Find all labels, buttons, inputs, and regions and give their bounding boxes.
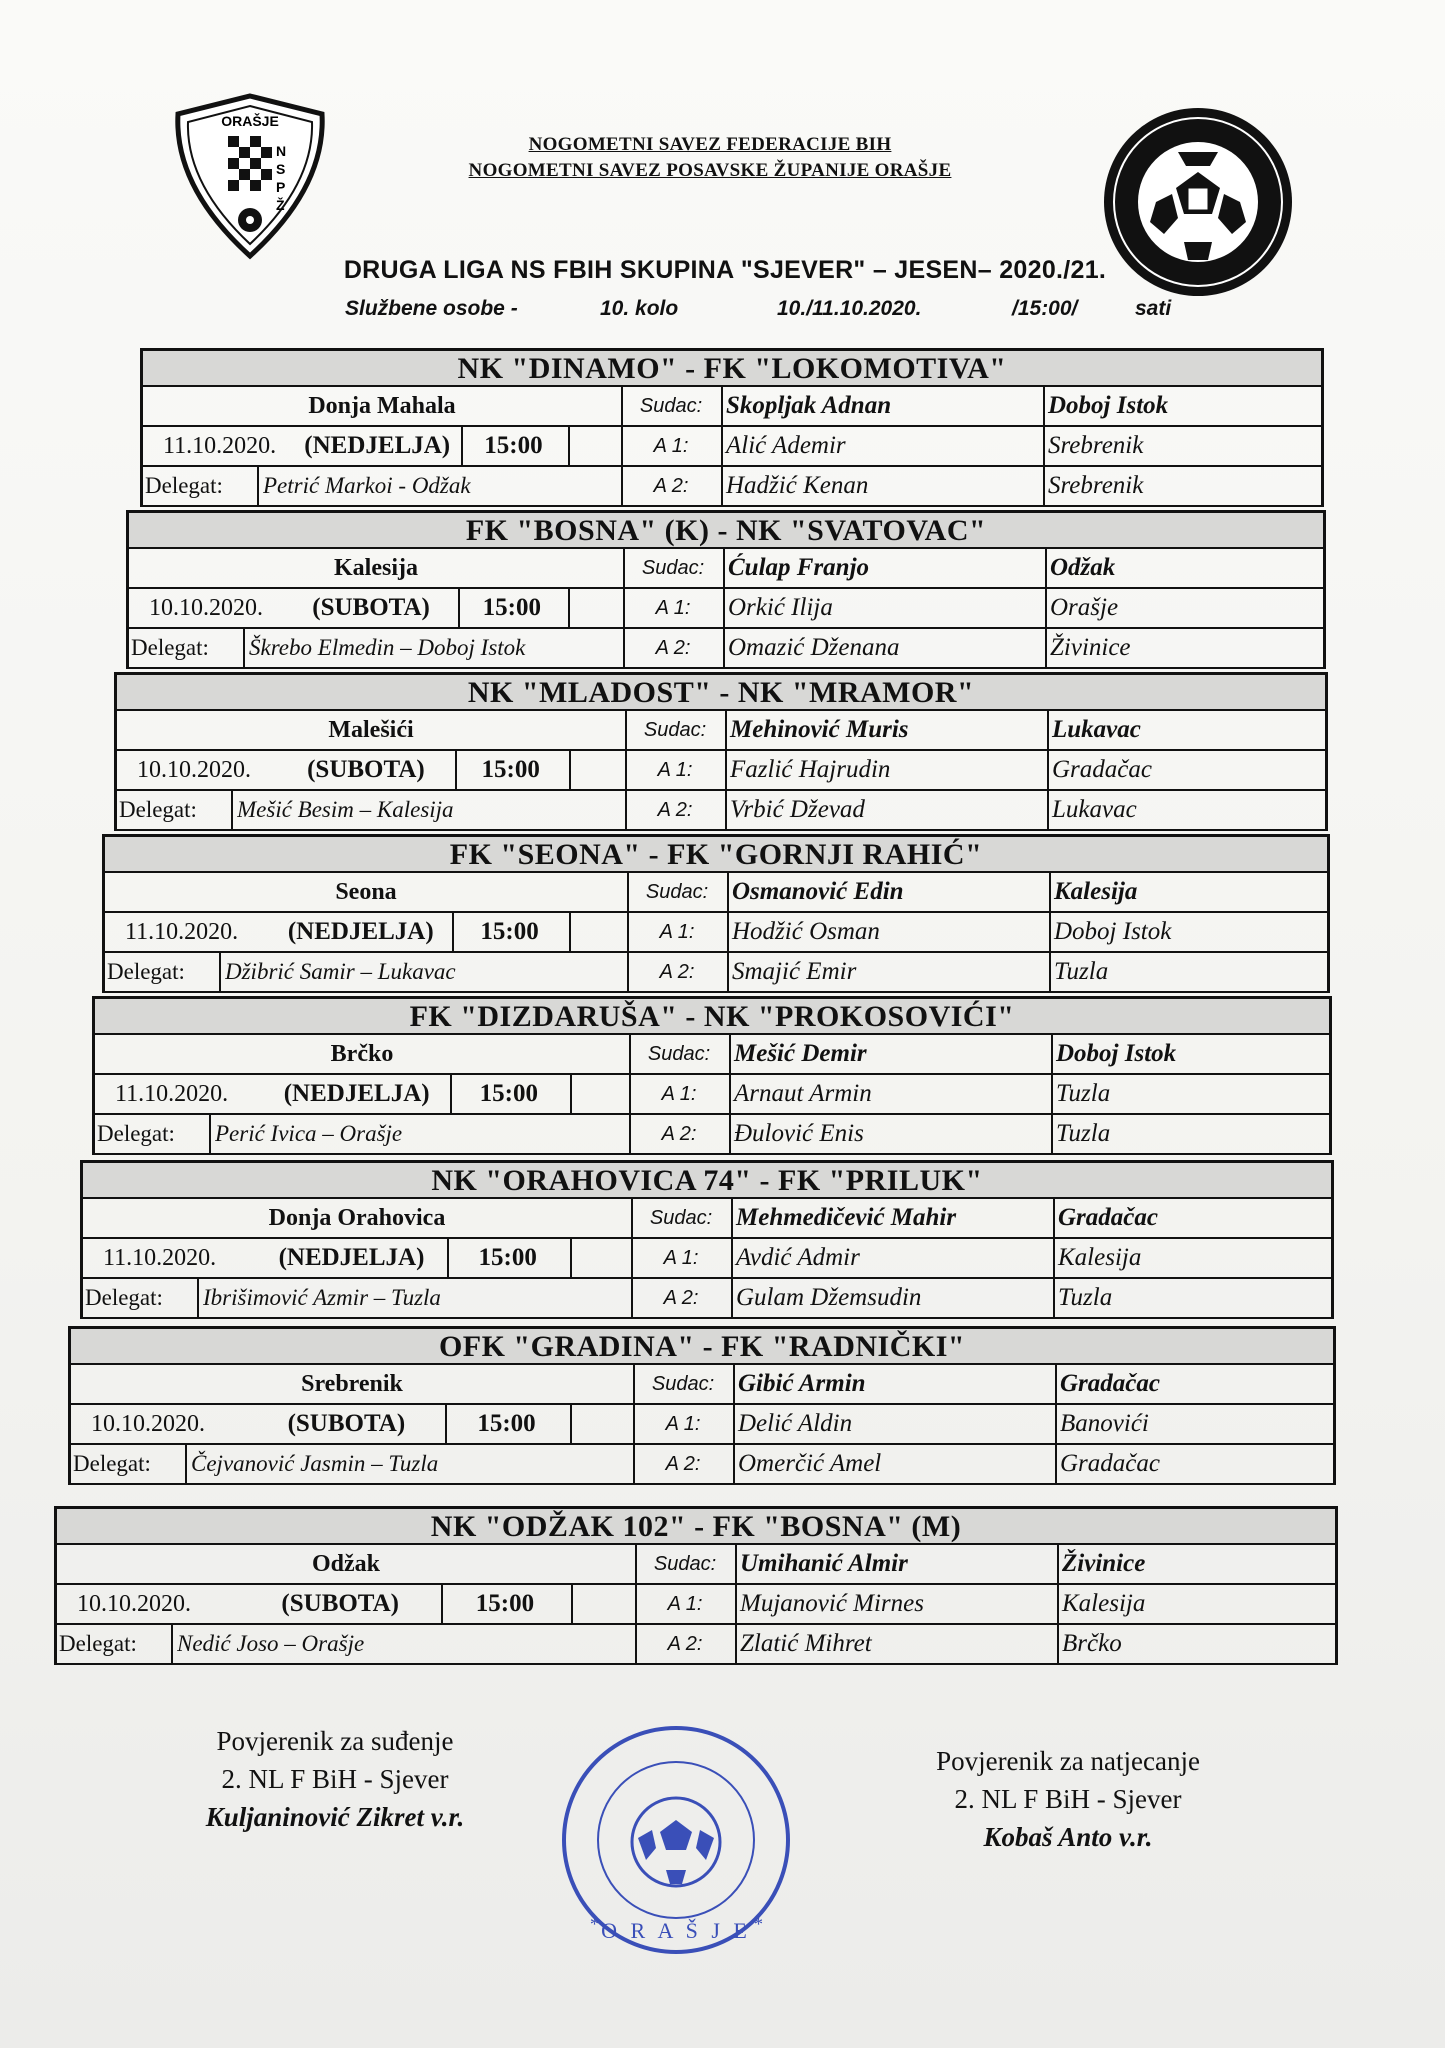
referee-label: Sudac: <box>643 719 707 741</box>
kickoff-time: 15:00 <box>479 1080 538 1107</box>
referee-name: Mehmedičević Mahir <box>736 1204 957 1231</box>
assistant-1-label: A 1: <box>657 759 693 781</box>
match-block <box>102 834 1330 993</box>
competition-commissioner <box>878 1742 1258 1856</box>
assistant-2-row <box>129 629 1323 669</box>
referee-commissioner <box>140 1722 530 1836</box>
assistant-2-city: Tuzla <box>1058 1284 1113 1311</box>
assistant-2-row <box>57 1625 1335 1665</box>
assistant-1-label: A 1: <box>663 1247 699 1269</box>
assistant-1-name: Hodžić Osman <box>732 918 880 945</box>
kickoff-time: 15:00 <box>482 594 541 621</box>
round-dates: 10./11.10.2020. <box>777 297 922 320</box>
assistant-2-city: Srebrenik <box>1048 472 1144 499</box>
delegate-label: Delegat: <box>131 635 209 660</box>
match-day: (NEDJELJA) <box>283 1080 430 1107</box>
match-title: NK "MLADOST" - NK "MRAMOR" <box>117 675 1325 711</box>
column-divider <box>209 1115 211 1153</box>
assistant-1-city: Kalesija <box>1058 1244 1142 1271</box>
match-block <box>80 1160 1334 1319</box>
assistant-1-row <box>143 427 1321 467</box>
referee-name: Umihanić Almir <box>740 1550 908 1577</box>
delegate-label: Delegat: <box>97 1121 175 1146</box>
assistant-2-label: A 2: <box>655 637 691 659</box>
referee-label: Sudac: <box>645 881 709 903</box>
referee-row <box>129 549 1323 589</box>
left-league: 2. NL F BiH - Sjever <box>221 1764 449 1794</box>
match-title: NK "ORAHOVICA 74" - FK "PRILUK" <box>83 1163 1331 1199</box>
league-title: DRUGA LIGA NS FBIH SKUPINA "SJEVER" – JESEN– 2020./21. <box>343 256 1107 284</box>
match-day: (SUBOTA) <box>312 594 430 621</box>
match-block <box>126 510 1326 669</box>
assistant-1-row <box>83 1239 1331 1279</box>
match-date: 11.10.2020. <box>125 919 239 945</box>
kickoff-time: 15:00 <box>477 1410 536 1437</box>
referee-city: Lukavac <box>1052 716 1141 743</box>
assistant-2-city: Tuzla <box>1054 958 1109 985</box>
delegate-label: Delegat: <box>107 959 185 984</box>
match-date: 11.10.2020. <box>103 1245 217 1271</box>
assistant-2-row <box>105 953 1327 993</box>
delegate-label: Delegat: <box>119 797 197 822</box>
assistant-1-city: Banovići <box>1060 1410 1149 1437</box>
assistant-1-city: Srebrenik <box>1048 432 1144 459</box>
assistant-1-label: A 1: <box>665 1413 701 1435</box>
kickoff-time: /15:00/ <box>1012 297 1078 320</box>
right-signature: Kobaš Anto v.r. <box>983 1822 1153 1852</box>
assistant-1-city: Doboj Istok <box>1054 918 1172 945</box>
match-title: NK "DINAMO" - FK "LOKOMOTIVA" <box>143 351 1321 387</box>
svg-text:Ž: Ž <box>276 197 285 213</box>
assistant-1-row <box>105 913 1327 953</box>
referee-name: Ćulap Franjo <box>728 554 870 581</box>
referee-row <box>95 1035 1329 1075</box>
match-date: 10.10.2020. <box>149 595 263 621</box>
assistant-2-name: Omerčić Amel <box>738 1450 882 1477</box>
round-number: 10. kolo <box>600 297 679 320</box>
left-signature: Kuljaninović Zikret v.r. <box>205 1802 465 1832</box>
delegate-name: Škrebo Elmedin – Doboj Istok <box>249 635 526 660</box>
referee-row <box>57 1545 1335 1585</box>
assistant-2-city: Tuzla <box>1056 1120 1111 1147</box>
delegate-name: Perić Ivica – Orašje <box>215 1121 403 1146</box>
assistant-1-name: Orkić Ilija <box>728 594 833 621</box>
org-line-1: NOGOMETNI SAVEZ FEDERACIJE BIH <box>528 134 892 155</box>
kickoff-time: 15:00 <box>480 918 539 945</box>
delegate-name: Mešić Besim – Kalesija <box>237 797 454 822</box>
referee-row <box>117 711 1325 751</box>
delegate-label: Delegat: <box>59 1631 137 1656</box>
svg-text:*: * <box>590 1914 599 1934</box>
delegate-name: Ibrišimović Azmir – Tuzla <box>203 1285 441 1310</box>
column-divider <box>219 953 221 991</box>
assistant-2-name: Smajić Emir <box>732 958 857 985</box>
assistant-2-label: A 2: <box>657 799 693 821</box>
assistant-2-row <box>83 1279 1331 1319</box>
match-title: OFK "GRADINA" - FK "RADNIČKI" <box>71 1329 1333 1365</box>
match-day: (NEDJELJA) <box>287 918 434 945</box>
referee-city: Doboj Istok <box>1048 392 1169 419</box>
referee-row <box>143 387 1321 427</box>
match-date: 10.10.2020. <box>91 1411 205 1437</box>
assistant-1-name: Alić Ademir <box>726 432 846 459</box>
svg-text:S: S <box>276 161 286 177</box>
match-day: (NEDJELJA) <box>278 1244 425 1271</box>
match-block <box>54 1506 1338 1665</box>
assistant-1-name: Arnaut Armin <box>734 1080 872 1107</box>
assistant-1-label: A 1: <box>667 1593 703 1615</box>
delegate-label: Delegat: <box>85 1285 163 1310</box>
column-divider <box>243 629 245 667</box>
kickoff-time: 15:00 <box>478 1244 537 1271</box>
match-title: NK "ODŽAK 102" - FK "BOSNA" (M) <box>57 1509 1335 1545</box>
venue: Donja Mahala <box>308 393 456 419</box>
assistant-1-label: A 1: <box>653 435 689 457</box>
svg-text:ORAŠJE: ORAŠJE <box>221 113 279 129</box>
referee-city: Odžak <box>1050 554 1116 581</box>
right-role: Povjerenik za natjecanje <box>936 1746 1200 1776</box>
assistant-1-label: A 1: <box>661 1083 697 1105</box>
assistant-2-row <box>71 1445 1333 1485</box>
match-date: 10.10.2020. <box>77 1591 191 1617</box>
delegate-label: Delegat: <box>145 473 223 498</box>
match-day: (SUBOTA) <box>287 1410 406 1437</box>
assistant-1-label: A 1: <box>659 921 695 943</box>
assistant-1-name: Delić Aldin <box>738 1410 853 1437</box>
venue: Donja Orahovica <box>268 1205 446 1231</box>
assistant-1-label: A 1: <box>655 597 691 619</box>
org-line-2: NOGOMETNI SAVEZ POSAVSKE ŽUPANIJE ORAŠJE <box>468 160 952 181</box>
column-divider <box>231 791 233 829</box>
svg-text:O R A Š J E: O R A Š J E <box>601 1918 751 1943</box>
assistant-2-label: A 2: <box>653 475 689 497</box>
referee-city: Kalesija <box>1054 878 1138 905</box>
time-unit: sati <box>1135 297 1172 320</box>
delegate-name: Čejvanović Jasmin – Tuzla <box>191 1451 439 1476</box>
svg-text:P: P <box>276 179 286 195</box>
column-divider <box>197 1279 199 1317</box>
referee-name: Skopljak Adnan <box>726 392 892 419</box>
column-divider <box>185 1445 187 1483</box>
referee-label: Sudac: <box>641 557 705 579</box>
referee-city: Doboj Istok <box>1056 1040 1177 1067</box>
assistant-2-label: A 2: <box>661 1123 697 1145</box>
assistant-2-label: A 2: <box>665 1453 701 1475</box>
venue: Srebrenik <box>301 1371 403 1397</box>
delegate-label: Delegat: <box>73 1451 151 1476</box>
assistant-2-label: A 2: <box>663 1287 699 1309</box>
kickoff-time: 15:00 <box>484 432 543 459</box>
referee-name: Mešić Demir <box>734 1040 867 1067</box>
kickoff-time: 15:00 <box>475 1590 535 1617</box>
referee-city: Gradačac <box>1060 1370 1160 1397</box>
match-title: FK "DIZDARUŠA" - NK "PROKOSOVIĆI" <box>95 999 1329 1035</box>
match-title: FK "SEONA" - FK "GORNJI RAHIĆ" <box>105 837 1327 873</box>
assistant-1-name: Fazlić Hajrudin <box>730 756 891 783</box>
match-date: 11.10.2020. <box>163 433 277 459</box>
referee-row <box>71 1365 1333 1405</box>
referee-row <box>83 1199 1331 1239</box>
assistant-2-name: Hadžić Kenan <box>726 472 869 499</box>
match-day: (NEDJELJA) <box>304 432 451 459</box>
organization-header <box>360 132 1060 184</box>
delegate-name: Džibrić Samir – Lukavac <box>225 959 456 984</box>
column-divider <box>171 1625 173 1663</box>
assistant-1-city: Orašje <box>1050 594 1119 621</box>
match-block <box>92 996 1332 1155</box>
assistant-2-row <box>117 791 1325 831</box>
referee-label: Sudac: <box>639 395 703 417</box>
assistant-2-name: Omazić Dženana <box>728 634 900 661</box>
referee-row <box>105 873 1327 913</box>
assistant-2-city: Brčko <box>1062 1630 1122 1657</box>
referee-label: Sudac: <box>651 1373 715 1395</box>
referee-name: Mehinović Muris <box>730 716 909 743</box>
kickoff-time: 15:00 <box>481 756 540 783</box>
referee-name: Osmanović Edin <box>732 878 904 905</box>
delegate-name: Nedić Joso – Orašje <box>177 1631 365 1656</box>
assistant-2-city: Lukavac <box>1052 796 1137 823</box>
venue: Malešići <box>328 717 414 743</box>
venue: Odžak <box>311 1551 380 1577</box>
svg-text:N: N <box>276 143 287 159</box>
assistant-2-name: Zlatić Mihret <box>740 1630 872 1657</box>
assistant-1-row <box>129 589 1323 629</box>
match-title: FK "BOSNA" (K) - NK "SVATOVAC" <box>129 513 1323 549</box>
assistant-1-row <box>71 1405 1333 1445</box>
referee-label: Sudac: <box>653 1553 717 1575</box>
assistant-1-city: Tuzla <box>1056 1080 1111 1107</box>
assistant-1-city: Kalesija <box>1062 1590 1146 1617</box>
left-role: Povjerenik za suđenje <box>216 1726 454 1756</box>
match-day: (SUBOTA) <box>281 1590 400 1617</box>
nspz-logo-icon <box>170 92 330 260</box>
referee-name: Gibić Armin <box>738 1370 866 1397</box>
assistant-1-row <box>95 1075 1329 1115</box>
assistant-1-city: Gradačac <box>1052 756 1152 783</box>
assistant-2-city: Gradačac <box>1060 1450 1160 1477</box>
assistant-2-row <box>143 467 1321 507</box>
right-league: 2. NL F BiH - Sjever <box>954 1784 1182 1814</box>
match-block <box>68 1326 1336 1485</box>
venue: Brčko <box>330 1041 394 1067</box>
column-divider <box>257 467 259 505</box>
match-date: 10.10.2020. <box>137 757 251 783</box>
delegate-name: Petrić Markoi - Odžak <box>263 473 471 498</box>
venue: Seona <box>335 879 397 905</box>
assistant-2-row <box>95 1115 1329 1155</box>
referee-label: Sudac: <box>647 1043 711 1065</box>
referee-city: Živinice <box>1062 1550 1146 1577</box>
assistant-1-row <box>117 751 1325 791</box>
venue: Kalesija <box>334 555 418 581</box>
official-stamp-icon <box>556 1720 796 1960</box>
referee-label: Sudac: <box>649 1207 713 1229</box>
referee-city: Gradačac <box>1058 1204 1158 1231</box>
assistant-1-name: Avdić Admir <box>736 1244 860 1271</box>
match-block <box>114 672 1328 831</box>
assistant-2-name: Đulović Enis <box>734 1120 864 1147</box>
officials-label: Službene osobe - <box>345 297 518 320</box>
assistant-2-city: Živinice <box>1050 634 1131 661</box>
assistant-2-name: Gulam Džemsudin <box>736 1284 922 1311</box>
assistant-2-label: A 2: <box>667 1633 703 1655</box>
match-block <box>140 348 1324 507</box>
assistant-1-name: Mujanović Mirnes <box>740 1590 924 1617</box>
assistant-1-row <box>57 1585 1335 1625</box>
assistant-2-name: Vrbić Dževad <box>730 796 865 823</box>
match-day: (SUBOTA) <box>307 756 425 783</box>
assistant-2-label: A 2: <box>659 961 695 983</box>
svg-text:*: * <box>754 1914 763 1934</box>
match-date: 11.10.2020. <box>115 1081 229 1107</box>
